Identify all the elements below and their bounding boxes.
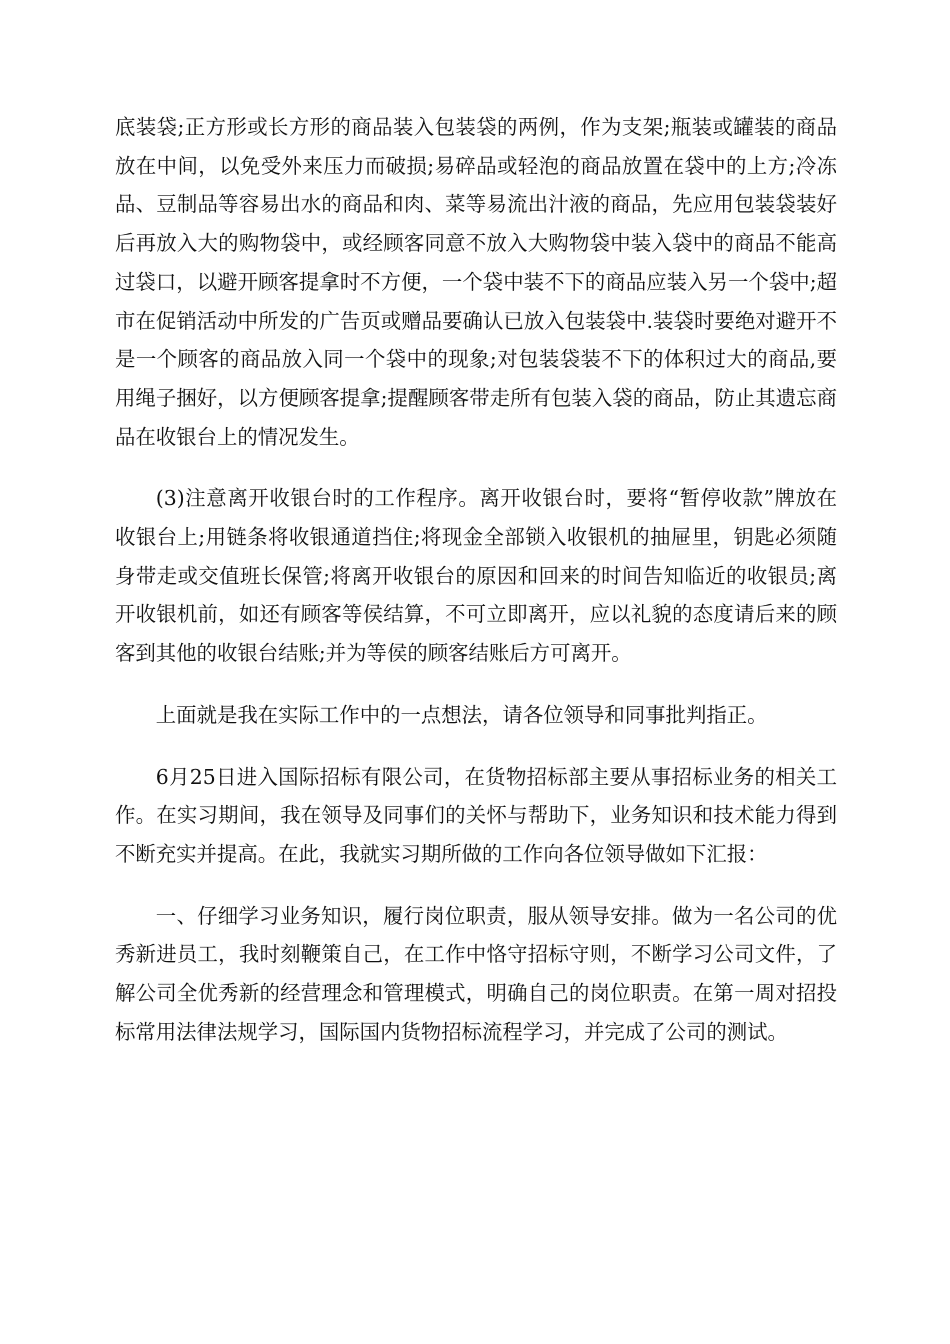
paragraph-internship-intro: 6月25日进入国际招标有限公司，在货物招标部主要从事招标业务的相关工作。在实习期间，我在领导及同事们的关怀与帮助下，业务知识和技术能力得到不断充实并提高。在此，我就实习期所做的工作向各位领导做如下汇报： [115, 764, 837, 866]
paragraph-leaving-register: (3)注意离开收银台时的工作程序。离开收银台时，要将“暂停收款”牌放在收银台上;用链条将收银通道挡住;将现金全部锁入收银机的抽屉里，钥匙必须随身带走或交值班长保管;将离开收银台的原因和回来的时间告知临近的收银员;离开收银机前，如还有顾客等侯结算，不可立即离开，应以礼貌的态度请后来的顾客到其他的收银台结账;并为等侯的顾客结账后方可离开。 [115, 486, 837, 666]
paragraph-closing-remark: 上面就是我在实际工作中的一点想法，请各位领导和同事批判指正。 [155, 702, 768, 727]
document-body [115, 108, 837, 1074]
paragraph-section-one: 一、仔细学习业务知识，履行岗位职责，服从领导安排。做为一名公司的优秀新进员工，我时刻鞭策自己，在工作中恪守招标守则，不断学习公司文件，了解公司全优秀新的经营理念和管理模式，明确自己的岗位职责。在第一周对招投标常用法律法规学习，国际国内货物招标流程学习，并完成了公司的测试。 [115, 903, 837, 1044]
paragraph-bagging-continuation: 底装袋;正方形或长方形的商品装入包装袋的两例，作为支架;瓶装或罐装的商品放在中间，以免受外来压力而破损;易碎品或轻泡的商品放置在袋中的上方;冷冻品、豆制品等容易出水的商品和肉、菜等易流出汁液的商品，先应用包装袋装好后再放入大的购物袋中，或经顾客同意不放入大购物袋中装入袋中的商品不能高过袋口，以避开顾客提拿时不方便，一个袋中装不下的商品应装入另一个袋中;超市在促销活动中所发的广告页或赠品要确认已放入包装袋中.装袋时要绝对避开不是一个顾客的商品放入同一个袋中的现象;对包装袋装不下的体积过大的商品,要用绳子捆好，以方便顾客提拿;提醒顾客带走所有包装入袋的商品，防止其遗忘商品在收银台上的情况发生。 [115, 115, 837, 449]
